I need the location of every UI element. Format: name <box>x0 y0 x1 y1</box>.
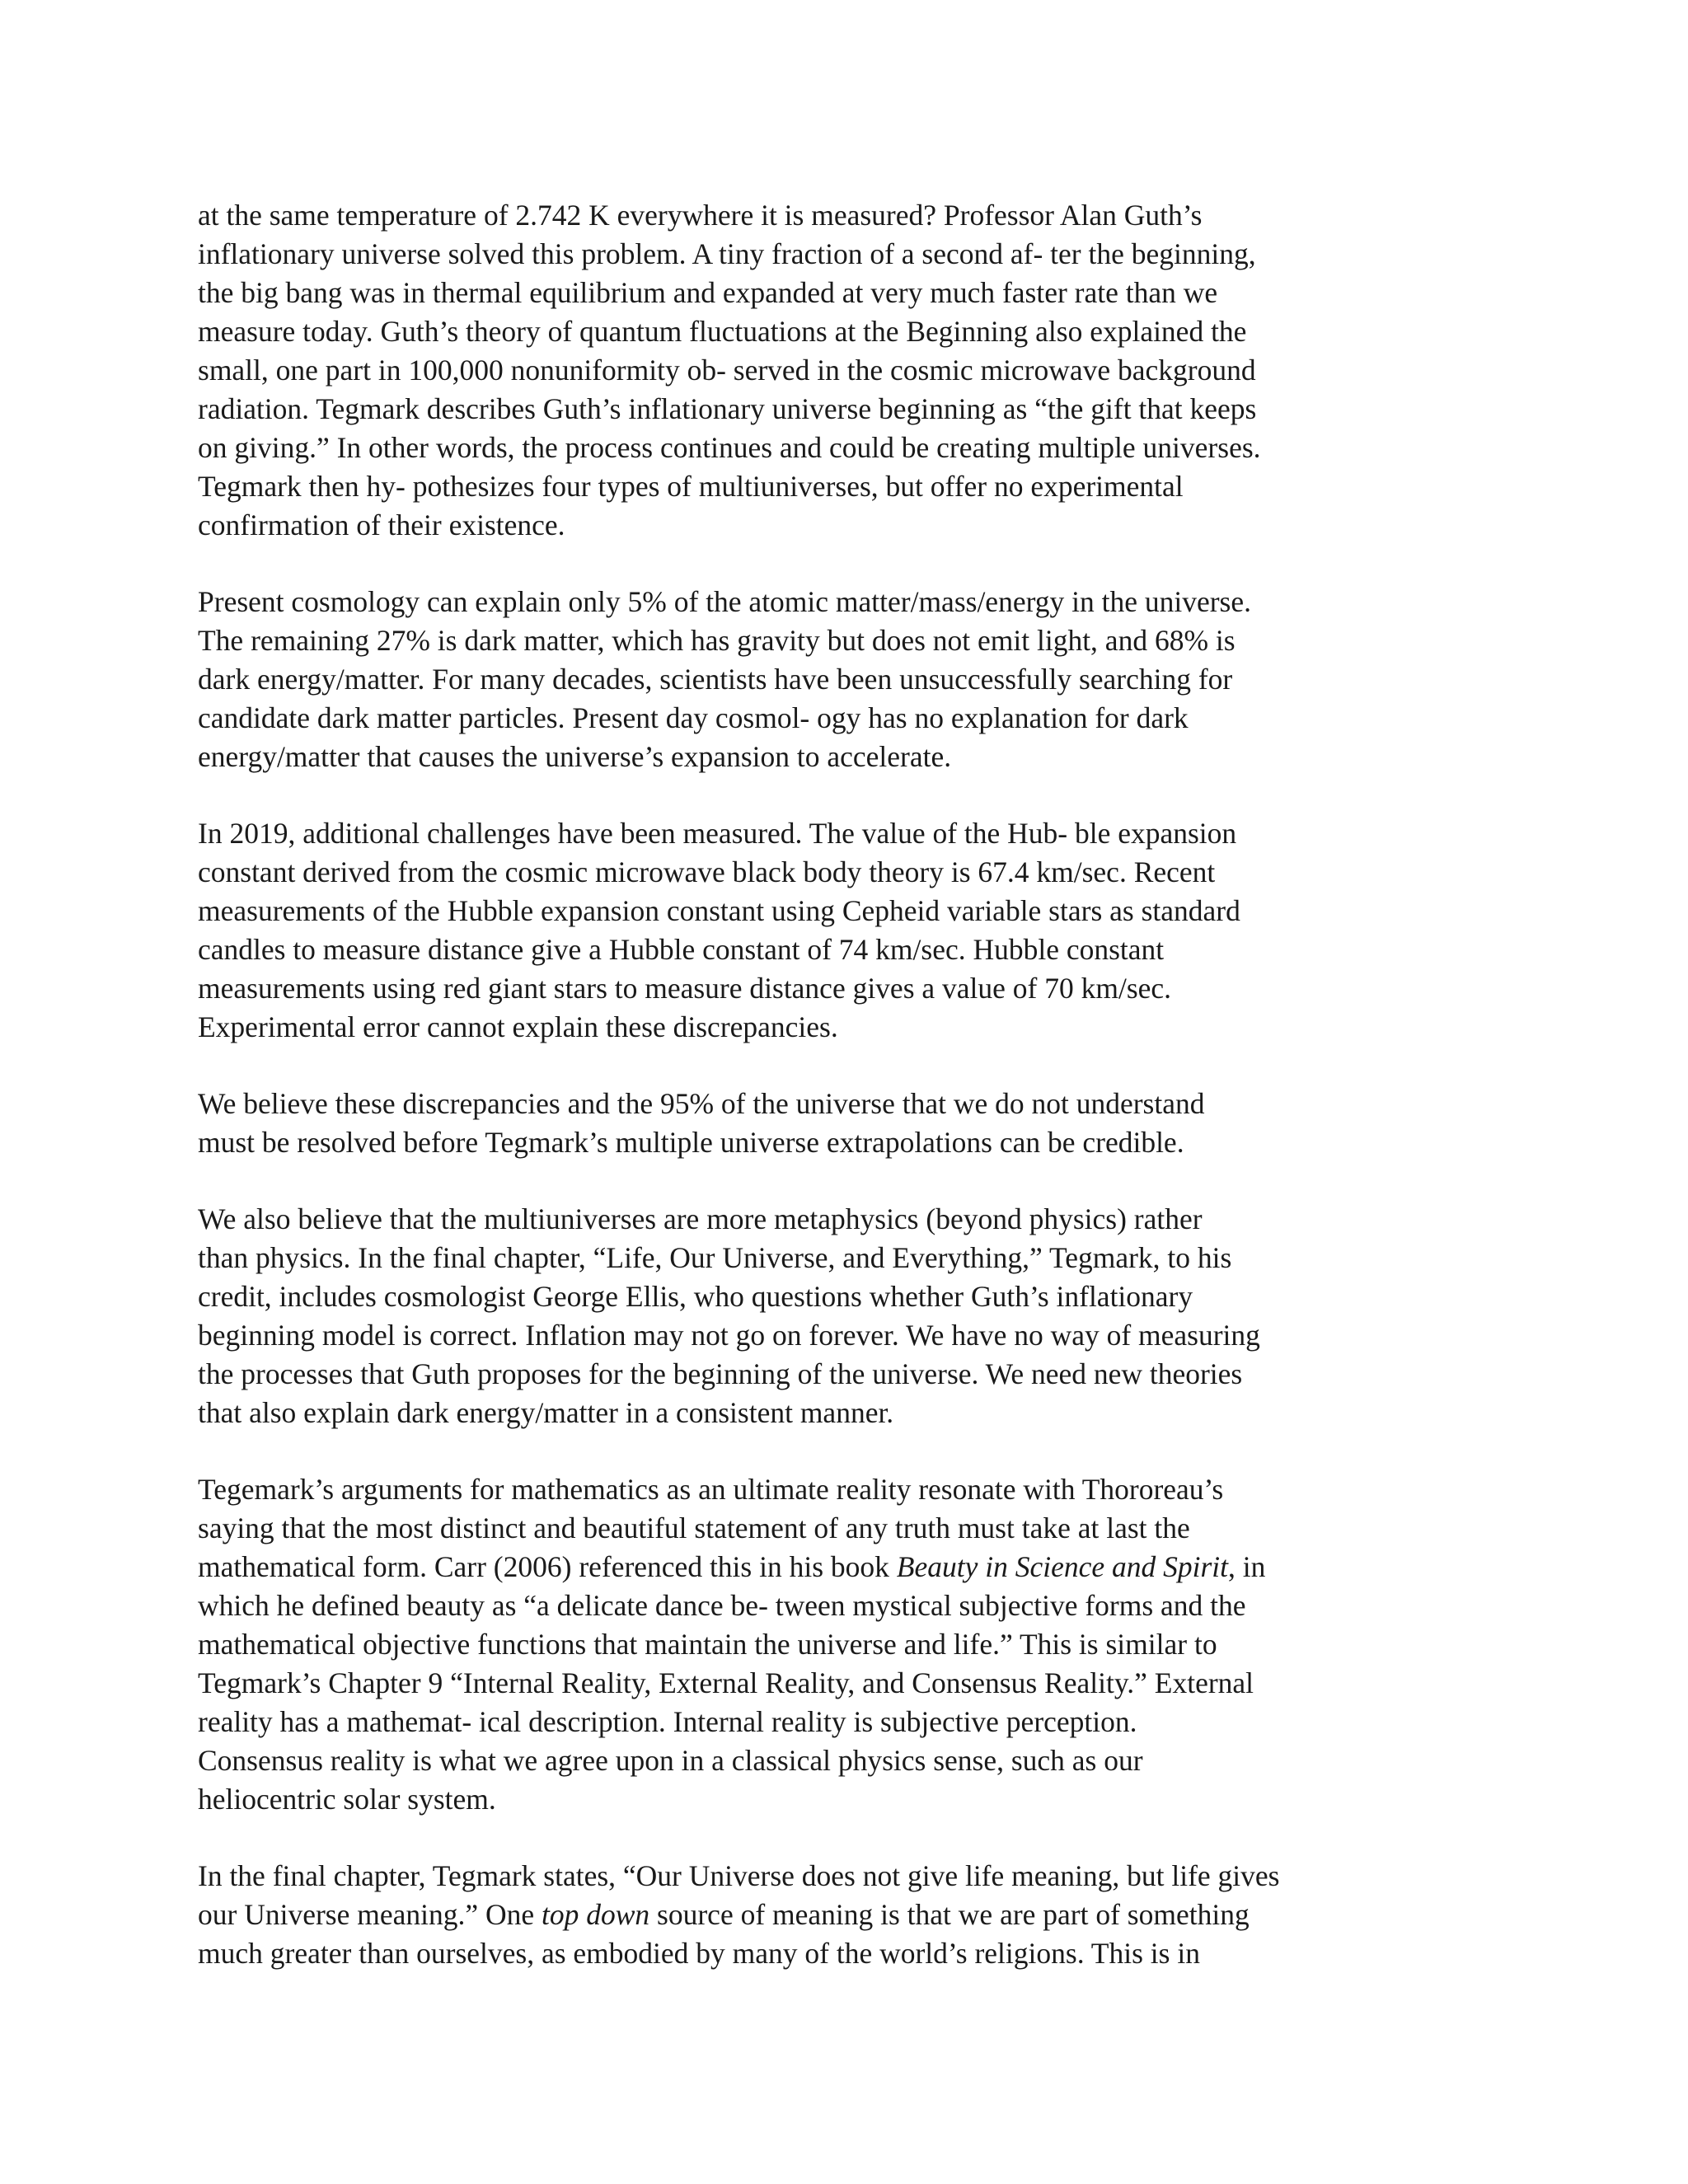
text-line <box>198 814 1484 853</box>
text-segment: saying that the most distinct and beautiful statement of any truth must take at last the <box>198 1511 1190 1544</box>
text-segment: confirmation of their existence. <box>198 509 565 541</box>
text-segment: mathematical objective functions that maintain the universe and life.” This is similar to <box>198 1628 1217 1661</box>
text-line <box>198 738 1484 776</box>
text-segment: inflationary universe solved this problem. A tiny fraction of a second af- ter the beginning, <box>198 237 1256 270</box>
text-line <box>198 1509 1484 1548</box>
text-line <box>198 1200 1484 1239</box>
text-line <box>198 1316 1484 1355</box>
text-line <box>198 1355 1484 1394</box>
text-segment: measure today. Guth’s theory of quantum fluctuations at the Beginning also explained the <box>198 315 1247 348</box>
document-page <box>198 196 1484 2011</box>
text-segment: measurements of the Hubble expansion constant using Cepheid variable stars as standard <box>198 894 1240 927</box>
text-segment: credit, includes cosmologist George Ellis, who questions whether Guth’s inflationary <box>198 1280 1193 1313</box>
text-segment: measurements using red giant stars to measure distance gives a value of 70 km/sec. <box>198 972 1172 1005</box>
text-segment: In the final chapter, Tegmark states, “Our Universe does not give life meaning, but life gives <box>198 1859 1280 1892</box>
text-segment: We believe these discrepancies and the 95% of the universe that we do not understand <box>198 1087 1205 1120</box>
paragraph <box>198 1857 1484 1973</box>
text-segment: on giving.” In other words, the process continues and could be creating multiple universes. <box>198 431 1261 464</box>
text-segment: Tegmark then hy- pothesizes four types of multiuniverses, but offer no experimental <box>198 470 1184 503</box>
text-line <box>198 892 1484 930</box>
paragraph <box>198 814 1484 1047</box>
text-line <box>198 235 1484 274</box>
text-segment: source of meaning is that we are part of something <box>649 1898 1250 1931</box>
text-line <box>198 621 1484 660</box>
paragraph <box>198 1200 1484 1432</box>
text-segment: much greater than ourselves, as embodied by many of the world’s religions. This is in <box>198 1937 1200 1970</box>
text-line <box>198 1394 1484 1432</box>
text-segment: than physics. In the final chapter, “Life, Our Universe, and Everything,” Tegmark, to his <box>198 1241 1232 1274</box>
text-segment: that also explain dark energy/matter in a consistent manner. <box>198 1396 894 1429</box>
text-segment: heliocentric solar system. <box>198 1783 496 1816</box>
text-segment: The remaining 27% is dark matter, which has gravity but does not emit light, and 68% is <box>198 624 1236 657</box>
text-line <box>198 390 1484 429</box>
text-segment: small, one part in 100,000 nonuniformity ob- served in the cosmic microwave background <box>198 354 1256 387</box>
text-segment: energy/matter that causes the universe’s expansion to accelerate. <box>198 740 952 773</box>
paragraph <box>198 583 1484 776</box>
text-segment: Tegemark’s arguments for mathematics as an ultimate reality resonate with Thororeau’s <box>198 1473 1224 1506</box>
text-line <box>198 467 1484 506</box>
text-line <box>198 1085 1484 1123</box>
text-segment: mathematical form. Carr (2006) referenced this in his book <box>198 1550 897 1583</box>
text-line <box>198 1780 1484 1819</box>
text-line <box>198 506 1484 545</box>
text-line <box>198 1586 1484 1625</box>
paragraph <box>198 196 1484 545</box>
text-line <box>198 1277 1484 1316</box>
text-segment: the big bang was in thermal equilibrium and expanded at very much faster rate than we <box>198 276 1218 309</box>
text-line <box>198 1239 1484 1277</box>
text-line <box>198 699 1484 738</box>
text-line <box>198 1008 1484 1047</box>
text-segment: , in <box>1228 1550 1266 1583</box>
text-line <box>198 1548 1484 1586</box>
text-segment: the processes that Guth proposes for the beginning of the universe. We need new theories <box>198 1357 1243 1390</box>
text-line <box>198 1896 1484 1934</box>
text-segment: dark energy/matter. For many decades, scientists have been unsuccessfully searching for <box>198 663 1233 696</box>
text-segment: We also believe that the multiuniverses are more metaphysics (beyond physics) rather <box>198 1202 1203 1235</box>
text-segment: candidate dark matter particles. Present day cosmol- ogy has no explanation for dark <box>198 701 1189 734</box>
text-segment: Experimental error cannot explain these discrepancies. <box>198 1010 838 1043</box>
text-segment: Present cosmology can explain only 5% of the atomic matter/mass/energy in the universe. <box>198 585 1251 618</box>
paragraph <box>198 1470 1484 1819</box>
paragraph <box>198 1085 1484 1162</box>
text-line <box>198 351 1484 390</box>
text-line <box>198 1123 1484 1162</box>
text-line <box>198 969 1484 1008</box>
text-line <box>198 853 1484 892</box>
text-segment: Consensus reality is what we agree upon in a classical physics sense, such as our <box>198 1744 1143 1777</box>
text-line <box>198 196 1484 235</box>
text-segment: constant derived from the cosmic microwave black body theory is 67.4 km/sec. Recent <box>198 855 1216 888</box>
text-line <box>198 930 1484 969</box>
text-line <box>198 1470 1484 1509</box>
text-line <box>198 274 1484 312</box>
italic-text: Beauty in Science and Spirit <box>896 1550 1228 1583</box>
text-segment: In 2019, additional challenges have been measured. The value of the Hub- ble expansion <box>198 817 1237 850</box>
text-line <box>198 1664 1484 1703</box>
text-segment: must be resolved before Tegmark’s multiple universe extrapolations can be credible. <box>198 1126 1184 1159</box>
text-line <box>198 660 1484 699</box>
text-line <box>198 583 1484 621</box>
italic-text: top down <box>542 1898 650 1931</box>
text-line <box>198 429 1484 467</box>
text-line <box>198 1741 1484 1780</box>
text-segment: Tegmark’s Chapter 9 “Internal Reality, External Reality, and Consensus Reality.” External <box>198 1666 1254 1699</box>
text-line <box>198 1703 1484 1741</box>
text-segment: reality has a mathemat- ical description. Internal reality is subjective perception. <box>198 1705 1137 1738</box>
text-segment: which he defined beauty as “a delicate dance be- tween mystical subjective forms and the <box>198 1589 1246 1622</box>
text-segment: beginning model is correct. Inflation may not go on forever. We have no way of measuring <box>198 1319 1260 1352</box>
text-line <box>198 312 1484 351</box>
text-segment: our Universe meaning.” One <box>198 1898 542 1931</box>
text-line <box>198 1625 1484 1664</box>
text-segment: at the same temperature of 2.742 K everywhere it is measured? Professor Alan Guth’s <box>198 199 1203 232</box>
text-line <box>198 1934 1484 1973</box>
text-segment: candles to measure distance give a Hubble constant of 74 km/sec. Hubble constant <box>198 933 1165 966</box>
text-line <box>198 1857 1484 1896</box>
text-segment: radiation. Tegmark describes Guth’s inflationary universe beginning as “the gift that keeps <box>198 392 1257 425</box>
